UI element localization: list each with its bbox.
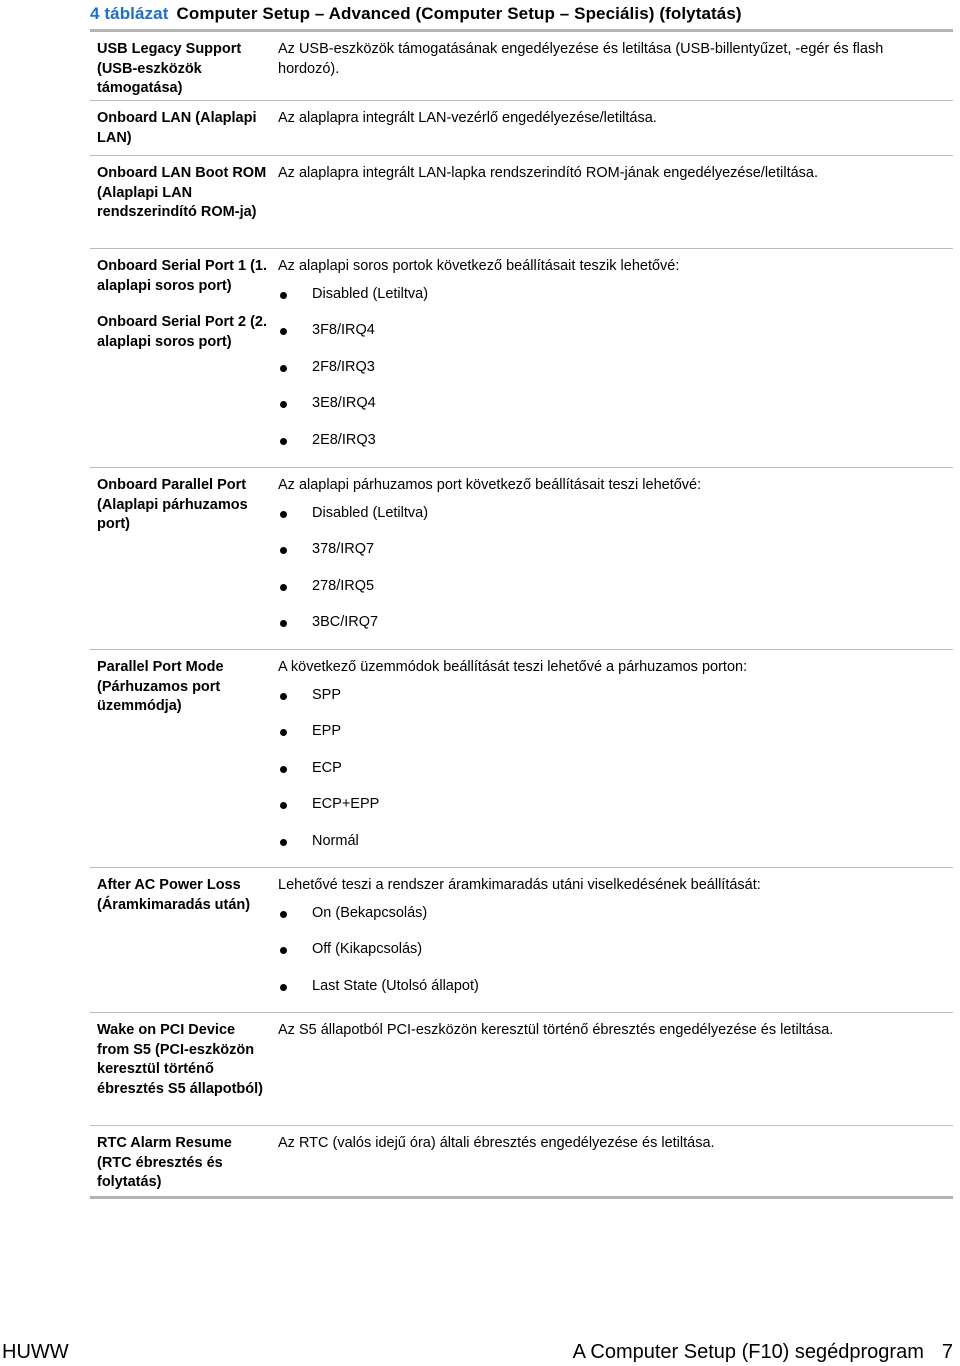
setting-description: Az RTC (valós idejű óra) általi ébresztés engedélyezése és letiltása. xyxy=(278,1135,715,1151)
list-item: Off (Kikapcsolás) xyxy=(278,931,938,968)
list-item: ECP xyxy=(278,750,938,787)
setting-description: Az alaplapra integrált LAN-lapka rendszerindító ROM-jának engedélyezése/letiltása. xyxy=(278,165,819,181)
setting-name: Onboard LAN (Alaplapi LAN) xyxy=(97,110,257,146)
table-row xyxy=(90,468,953,650)
setting-name: Parallel Port Mode (Párhuzamos port üzemmódja) xyxy=(97,659,224,714)
list-item: Last State (Utolsó állapot) xyxy=(278,968,938,1005)
list-item: Disabled (Letiltva) xyxy=(278,495,938,532)
setting-name: USB Legacy Support (USB-eszközök támogatása) xyxy=(97,41,242,96)
bullet-icon xyxy=(280,693,287,700)
setting-description xyxy=(278,658,938,859)
bullet-icon xyxy=(280,620,287,627)
list-item: 2E8/IRQ3 xyxy=(278,422,938,459)
setting-name: Onboard Parallel Port (Alaplapi párhuzamos port) xyxy=(97,477,248,532)
setting-description-text: A következő üzemmódok beállítását teszi lehetővé a párhuzamos porton: xyxy=(278,659,748,675)
table-row xyxy=(90,249,953,468)
bullet-icon xyxy=(280,511,287,518)
list-item: 3E8/IRQ4 xyxy=(278,385,938,422)
table-caption xyxy=(90,4,742,24)
bullet-icon xyxy=(280,547,287,554)
bullet-icon xyxy=(280,584,287,591)
bullet-icon xyxy=(280,947,287,954)
table-row xyxy=(90,1126,953,1196)
list-item: SPP xyxy=(278,677,938,714)
list-item: 278/IRQ5 xyxy=(278,568,938,605)
page-number: 7 xyxy=(941,1341,953,1363)
bullet-icon xyxy=(280,984,287,991)
table-row xyxy=(90,101,953,156)
table-row xyxy=(90,1013,953,1126)
footer-right xyxy=(573,1341,953,1364)
bullet-icon xyxy=(280,729,287,736)
list-item: On (Bekapcsolás) xyxy=(278,895,938,932)
setting-description: Az alaplapra integrált LAN-vezérlő engedélyezése/letiltása. xyxy=(278,110,657,126)
bullet-icon xyxy=(280,766,287,773)
list-item: 3BC/IRQ7 xyxy=(278,604,938,641)
list-item: EPP xyxy=(278,713,938,750)
table-bottom-rule xyxy=(90,1196,953,1199)
option-list xyxy=(278,276,938,459)
table-title: Computer Setup – Advanced (Computer Setup – Speciális) (folytatás) xyxy=(176,4,742,23)
list-item: Disabled (Letiltva) xyxy=(278,276,938,313)
bullet-icon xyxy=(280,292,287,299)
setting-description xyxy=(278,476,938,641)
table-row xyxy=(90,32,953,101)
setting-name-secondary: Onboard Serial Port 2 (2. alaplapi soros port) xyxy=(97,314,268,350)
setting-description xyxy=(278,876,938,1004)
bullet-icon xyxy=(280,802,287,809)
footer-chapter-title: A Computer Setup (F10) segédprogram xyxy=(572,1341,924,1363)
bullet-icon xyxy=(280,438,287,445)
table-row xyxy=(90,156,953,249)
bullet-icon xyxy=(280,401,287,408)
setting-description xyxy=(278,257,938,458)
bullet-icon xyxy=(280,365,287,372)
setting-name: After AC Power Loss (Áramkimaradás után) xyxy=(97,877,251,913)
list-item: 2F8/IRQ3 xyxy=(278,349,938,386)
list-item: Normál xyxy=(278,823,938,860)
setting-description: Az USB-eszközök támogatásának engedélyezése és letiltása (USB-billentyűzet, -egér és flash hordozó). xyxy=(278,41,884,77)
setting-name: Wake on PCI Device from S5 (PCI-eszközön keresztül történő ébresztés S5 állapotból) xyxy=(97,1022,263,1097)
setting-description-text: Az alaplapi soros portok következő beállításait teszik lehetővé: xyxy=(278,258,680,274)
option-list xyxy=(278,677,938,860)
option-list xyxy=(278,495,938,641)
bullet-icon xyxy=(280,328,287,335)
setting-name: Onboard Serial Port 1 (1. alaplapi soros port) xyxy=(97,258,268,294)
table-row xyxy=(90,868,953,1013)
option-list xyxy=(278,895,938,1005)
setting-description-text: Az alaplapi párhuzamos port következő beállításait teszi lehetővé: xyxy=(278,477,702,493)
bullet-icon xyxy=(280,911,287,918)
setting-description: Az S5 állapotból PCI-eszközön keresztül történő ébresztés engedélyezése és letiltása. xyxy=(278,1022,834,1038)
setting-name: RTC Alarm Resume (RTC ébresztés és folytatás) xyxy=(97,1135,232,1190)
table-row xyxy=(90,650,953,868)
list-item: 378/IRQ7 xyxy=(278,531,938,568)
setting-description-text: Lehetővé teszi a rendszer áramkimaradás utáni viselkedésének beállítását: xyxy=(278,877,761,893)
footer-left-text: HUWW xyxy=(2,1341,69,1363)
list-item: ECP+EPP xyxy=(278,786,938,823)
list-item: 3F8/IRQ4 xyxy=(278,312,938,349)
table-number: 4 táblázat xyxy=(90,4,169,23)
setting-name: Onboard LAN Boot ROM (Alaplapi LAN rendszerindító ROM-ja) xyxy=(97,165,267,220)
bullet-icon xyxy=(280,839,287,846)
